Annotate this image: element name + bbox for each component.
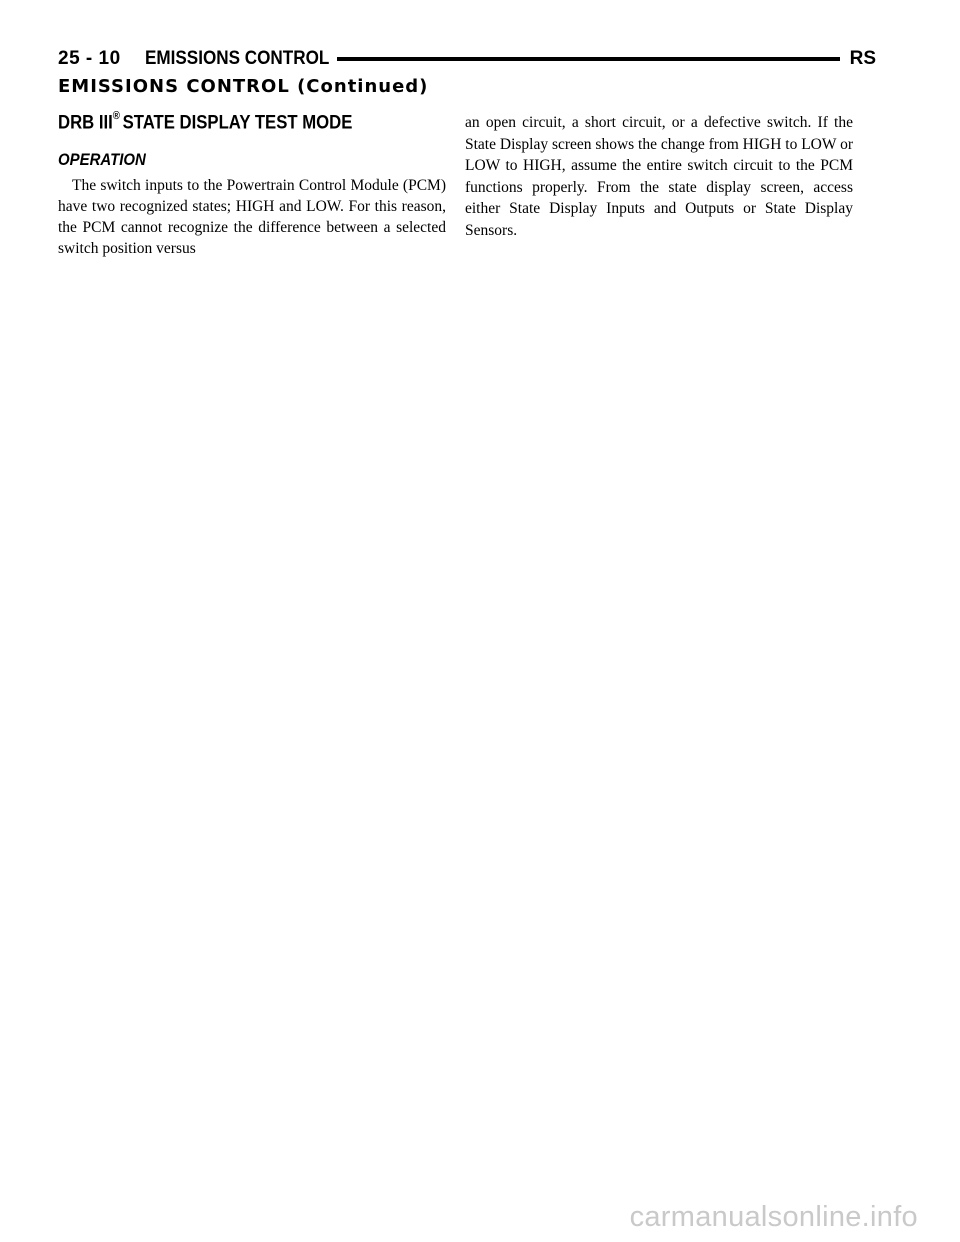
article-title-suffix: STATE DISPLAY TEST MODE [122, 112, 353, 134]
article-title [58, 112, 399, 134]
right-column [465, 112, 853, 241]
left-column [58, 112, 446, 259]
body-paragraph-right: an open circuit, a short circuit, or a defective switch. If the State Display screen shows the change from HIGH to LOW or LOW to HIGH, assume the entire switch circuit to the PCM functions properly. From the state display screen, access either State Display Inputs and Outputs or State Display Sensors. [465, 114, 853, 239]
watermark: carmanualsonline.info [629, 1201, 918, 1233]
chapter-title: EMISSIONS CONTROL [144, 48, 329, 69]
article-title-prefix: DRB III [58, 112, 113, 134]
section-heading: EMISSIONS CONTROL (Continued) [58, 76, 429, 97]
body-paragraph-left: The switch inputs to the Powertrain Control Module (PCM) have two recognized states; HIGH and LOW. For this reason, the PCM cannot recognize the difference between a selected switch position versus [58, 177, 446, 258]
registered-mark: ® [112, 110, 120, 122]
operation-subheading: OPERATION [58, 150, 146, 170]
header-rule [337, 57, 839, 61]
page-header [58, 44, 876, 74]
page-number: 25 - 10 [58, 48, 121, 69]
model-code: RS [849, 48, 876, 69]
